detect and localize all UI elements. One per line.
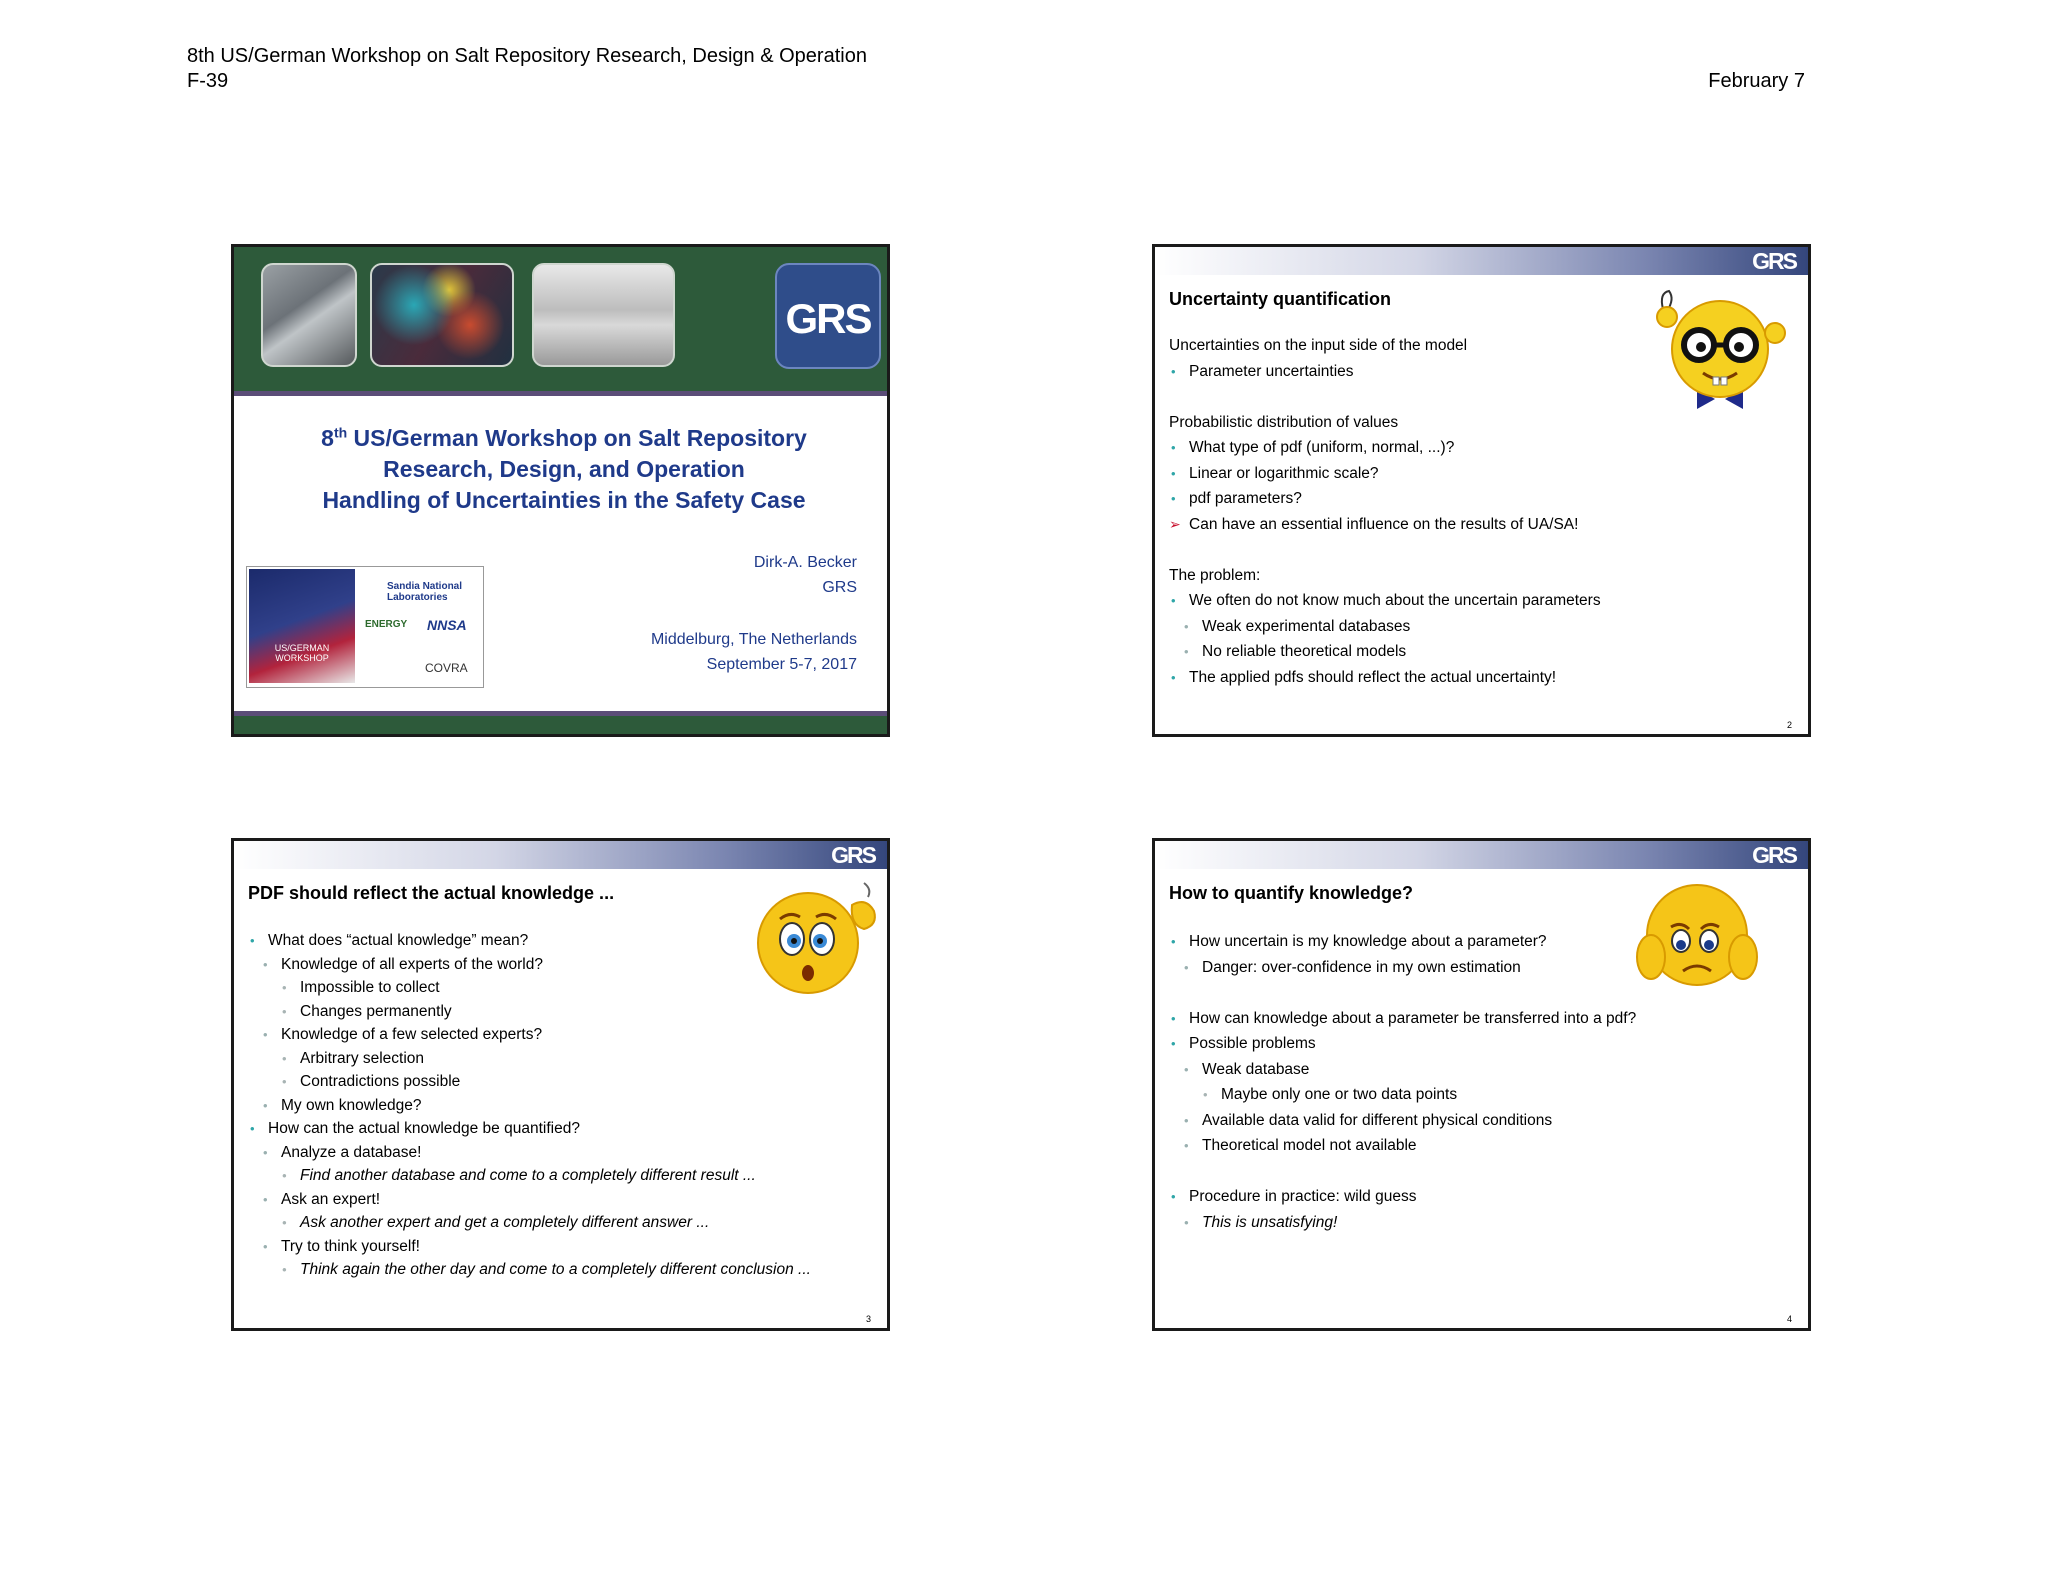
grs-logo-icon: GRS: [775, 263, 881, 369]
bullet-item: • The applied pdfs should reflect the actual uncertainty!: [1169, 665, 1601, 691]
title-number: 8: [321, 425, 334, 451]
bullet-item: • Weak database: [1169, 1057, 1636, 1083]
sandia-logo-icon: Sandia National Laboratories: [387, 581, 463, 603]
bullet-item: • What type of pdf (uniform, normal, ...)?: [1169, 435, 1601, 461]
page-number: 4: [1786, 1314, 1792, 1324]
bullet-item: • Find another database and come to a completely different result ...: [248, 1164, 811, 1188]
grs-logo-icon: GRS: [1752, 248, 1796, 274]
bullet-item: • Impossible to collect: [248, 976, 811, 1000]
slide-pdf-actual-knowledge: [231, 838, 890, 1331]
bullet-item: • Ask another expert and get a completely different answer ...: [248, 1211, 811, 1235]
slide-title-text: [274, 423, 854, 516]
bullet-item: • Knowledge of a few selected experts?: [248, 1023, 811, 1047]
bullet-item: • My own knowledge?: [248, 1094, 811, 1118]
grs-logo-icon: GRS: [831, 842, 875, 868]
venue-block: [651, 627, 857, 677]
slide-title: [231, 244, 890, 737]
slide-top-bar: [234, 841, 887, 869]
spacer: [1169, 1159, 1636, 1185]
bullet-item: • No reliable theoretical models: [1169, 639, 1601, 665]
divider: [234, 391, 887, 396]
slide-body: [1169, 929, 1636, 1235]
author-block: [754, 550, 857, 600]
slide-uncertainty-quantification: [1152, 244, 1811, 737]
confused-emoji-icon: [746, 877, 890, 997]
page-number: 2: [1786, 720, 1792, 730]
bullet-item: • What does “actual knowledge” mean?: [248, 929, 811, 953]
mine-gallery-photo: [532, 263, 675, 367]
nnsa-logo-icon: NNSA: [427, 617, 467, 633]
document-header-title: 8th US/German Workshop on Salt Repository Research, Design & Operation: [187, 45, 867, 67]
spacer: [1169, 537, 1601, 563]
slide-body: [248, 929, 811, 1282]
slide-top-bar: [1155, 247, 1808, 275]
venue-dates: September 5-7, 2017: [706, 656, 857, 673]
bullet-item: • Parameter uncertainties: [1169, 359, 1601, 385]
bullet-item: • How uncertain is my knowledge about a parameter?: [1169, 929, 1636, 955]
slide-top-bar: [1155, 841, 1808, 869]
spacer: [1169, 384, 1601, 410]
venue-place: Middelburg, The Netherlands: [650, 631, 857, 648]
bullet-item: • Arbitrary selection: [248, 1047, 811, 1071]
bullet-item: • Theoretical model not available: [1169, 1133, 1636, 1159]
sad-emoji-icon: [1631, 879, 1763, 995]
bullet-item: • Knowledge of all experts of the world?: [248, 953, 811, 977]
salt-crystal-photo: [370, 263, 514, 367]
bullet-item: • Possible problems: [1169, 1031, 1636, 1057]
document-page-id: F-39: [187, 70, 229, 92]
page-number: 3: [865, 1314, 871, 1324]
bullet-item: • Available data valid for different physical conditions: [1169, 1108, 1636, 1134]
bullet-item: • pdf parameters?: [1169, 486, 1601, 512]
title-line-2: Research, Design, and Operation: [383, 456, 745, 482]
slide-heading: How to quantify knowledge?: [1169, 883, 1413, 903]
author-name: Dirk-A. Becker: [753, 554, 857, 571]
bullet-item: The problem:: [1169, 566, 1261, 584]
bullet-item: • Maybe only one or two data points: [1169, 1082, 1636, 1108]
title-superscript: th: [333, 424, 348, 441]
salt-cavern-photo: [261, 263, 357, 367]
bullet-item: • We often do not know much about the uncertain parameters: [1169, 588, 1601, 614]
title-line-3: Handling of Uncertainties in the Safety Case: [322, 487, 806, 513]
energy-logo-icon: ENERGY: [365, 619, 408, 630]
bullet-item: • Ask an expert!: [248, 1188, 811, 1212]
bullet-item: • This is unsatisfying!: [1169, 1210, 1636, 1236]
bullet-item: • Linear or logarithmic scale?: [1169, 461, 1601, 487]
bullet-item: • Try to think yourself!: [248, 1235, 811, 1259]
bullet-item: • Analyze a database!: [248, 1141, 811, 1165]
covra-logo-icon: COVRA: [425, 661, 468, 675]
title-line-1: US/German Workshop on Salt Repository: [347, 425, 807, 451]
bullet-item: Probabilistic distribution of values: [1169, 413, 1399, 431]
slide-body: [1169, 333, 1601, 690]
slide-heading: Uncertainty quantification: [1169, 289, 1392, 309]
bullet-item: • Think again the other day and come to a completely different conclusion ...: [248, 1258, 811, 1282]
document-date: February 7: [1708, 70, 1805, 92]
bullet-item: • Danger: over-confidence in my own estimation: [1169, 955, 1636, 981]
sponsor-logos: [246, 566, 484, 688]
bullet-item: • How can the actual knowledge be quantified?: [248, 1117, 811, 1141]
author-org: GRS: [822, 579, 857, 596]
slide-quantify-knowledge: [1152, 838, 1811, 1331]
workshop-flag-image: US/GERMAN WORKSHOP: [249, 569, 355, 683]
bullet-item: Uncertainties on the input side of the model: [1169, 337, 1468, 354]
bullet-item: • How can knowledge about a parameter be transferred into a pdf?: [1169, 1006, 1636, 1032]
slide-heading: PDF should reflect the actual knowledge ...: [248, 883, 615, 903]
grs-logo-icon: GRS: [1752, 842, 1796, 868]
bullet-item: ➢ Can have an essential influence on the results of UA/SA!: [1169, 512, 1601, 538]
spacer: [1169, 980, 1636, 1006]
nerd-emoji-icon: [1645, 289, 1795, 415]
slide-footer-band: [234, 716, 887, 734]
bullet-item: • Procedure in practice: wild guess: [1169, 1184, 1636, 1210]
bullet-item: • Contradictions possible: [248, 1070, 811, 1094]
bullet-item: • Weak experimental databases: [1169, 614, 1601, 640]
bullet-item: • Changes permanently: [248, 1000, 811, 1024]
